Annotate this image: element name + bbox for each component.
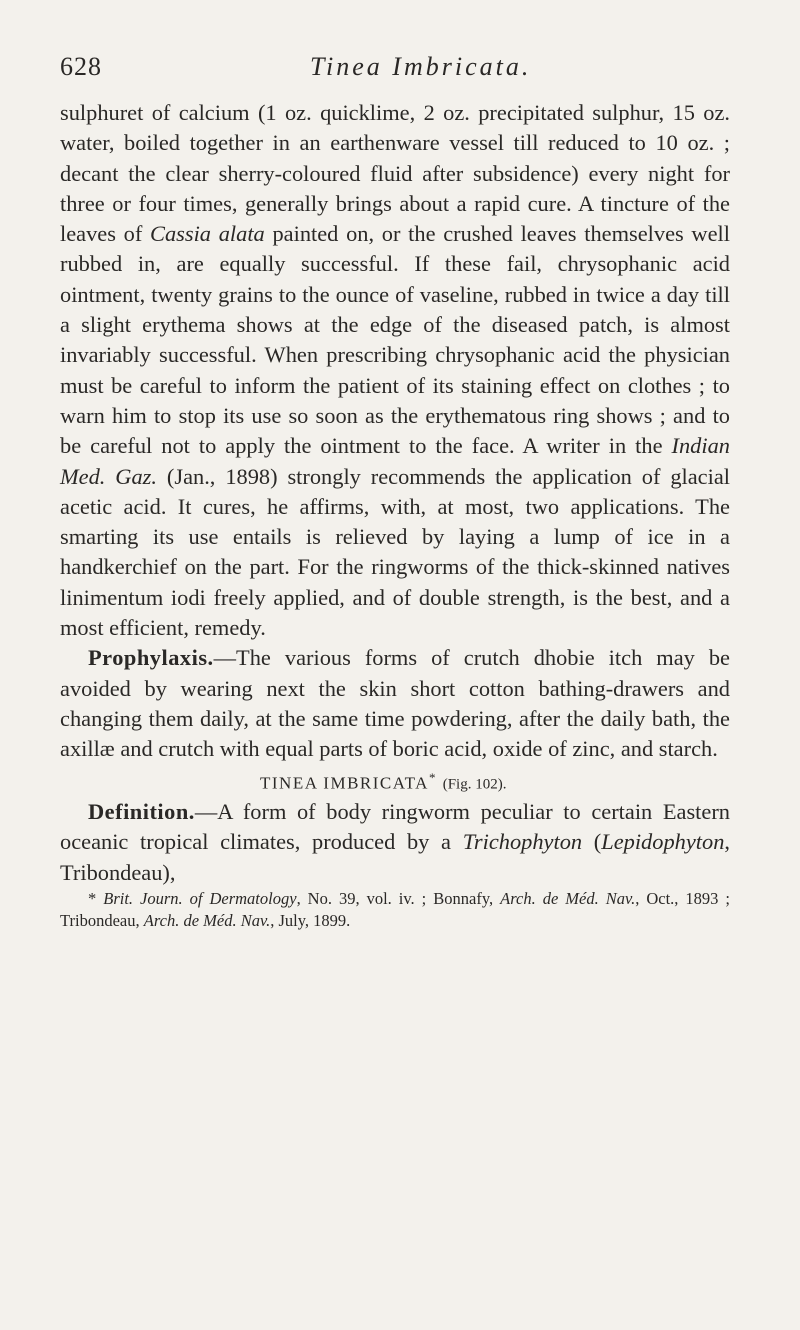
footnote-journal: Brit. Journ. of Dermatology	[103, 889, 297, 909]
text-run: , Oct., 1893 ; Tribondeau,	[60, 889, 730, 931]
text-run: , Tribondeau),	[60, 829, 730, 885]
italic-term: Cassia alata	[150, 221, 265, 247]
footnote-marker: *	[428, 769, 437, 785]
running-head: Tinea Imbricata.	[310, 52, 532, 81]
page-header	[60, 52, 750, 88]
footnote-mark: *	[88, 889, 104, 909]
section-title	[60, 765, 730, 798]
treatment-paragraph	[60, 98, 730, 643]
text-run: (Jan., 1898) strongly recommends the application of glacial acetic acid. It cures, he affirms, with, at most, two applications. The smarting its use entails is relieved by laying a lump of ice in a handkerchief on the part. For the ringworms of the thick-skinned natives linimentum iodi freely applied, and of double strength, is the best, and a most efficient, remedy.	[60, 463, 730, 641]
definition-heading: Definition.	[88, 799, 195, 825]
text-run: sulphuret of calcium (1 oz. quicklime, 2 oz. precipitated sulphur, 15 oz. water, boiled together in an earthenware vessel till reduced to 10 oz. ; decant the clear sherry-coloured fluid after subsidence) every night for three or four times, generally brings about a rapid cure. A tincture of the leaves of	[60, 100, 730, 247]
footnote-journal: Arch. de Méd. Nav.	[500, 889, 636, 909]
text-run: painted on, or the crushed leaves themselves well rubbed in, are equally successful. If these fail, chrysophanic acid ointment, twenty grains to the ounce of vaseline, rubbed in twice a day till a slight erythema shows at the edge of the diseased patch, is almost invariably successful. When prescribing chrysophanic acid the physician must be careful to inform the patient of its staining effect on clothes ; to warn him to stop its use so soon as the erythematous ring shows ; and to be careful not to apply the ointment to the face. A writer in the	[60, 221, 730, 459]
text-run: , July, 1899.	[270, 911, 351, 931]
section-title-text: TINEA IMBRICATA	[260, 773, 429, 793]
text-run: —The various forms of crutch dhobie itch may be avoided by wearing next the skin short cotton bathing-drawers and changing them daily, at the same time powdering, after the daily bath, the axillæ and crutch with equal parts of boric acid, oxide of zinc, and starch.	[60, 645, 730, 762]
page-body	[60, 98, 730, 932]
prophylaxis-heading: Prophylaxis.	[88, 645, 214, 671]
text-run: —A form of body ringworm peculiar to certain Eastern oceanic tropical climates, produced by a	[60, 799, 730, 855]
page-number: 628	[60, 52, 102, 81]
italic-term: Lepidophyton	[601, 829, 725, 855]
journal-name: Indian Med. Gaz.	[60, 433, 730, 489]
text-run: (	[582, 829, 602, 855]
prophylaxis-paragraph	[60, 643, 730, 764]
footnote	[60, 888, 730, 932]
italic-term: Trichophyton	[462, 829, 583, 855]
figure-reference: (Fig. 102).	[442, 776, 507, 793]
footnote-journal: Arch. de Méd. Nav.	[143, 911, 271, 931]
definition-paragraph	[60, 797, 730, 888]
text-run: , No. 39, vol. iv. ; Bonnafy,	[296, 889, 501, 909]
